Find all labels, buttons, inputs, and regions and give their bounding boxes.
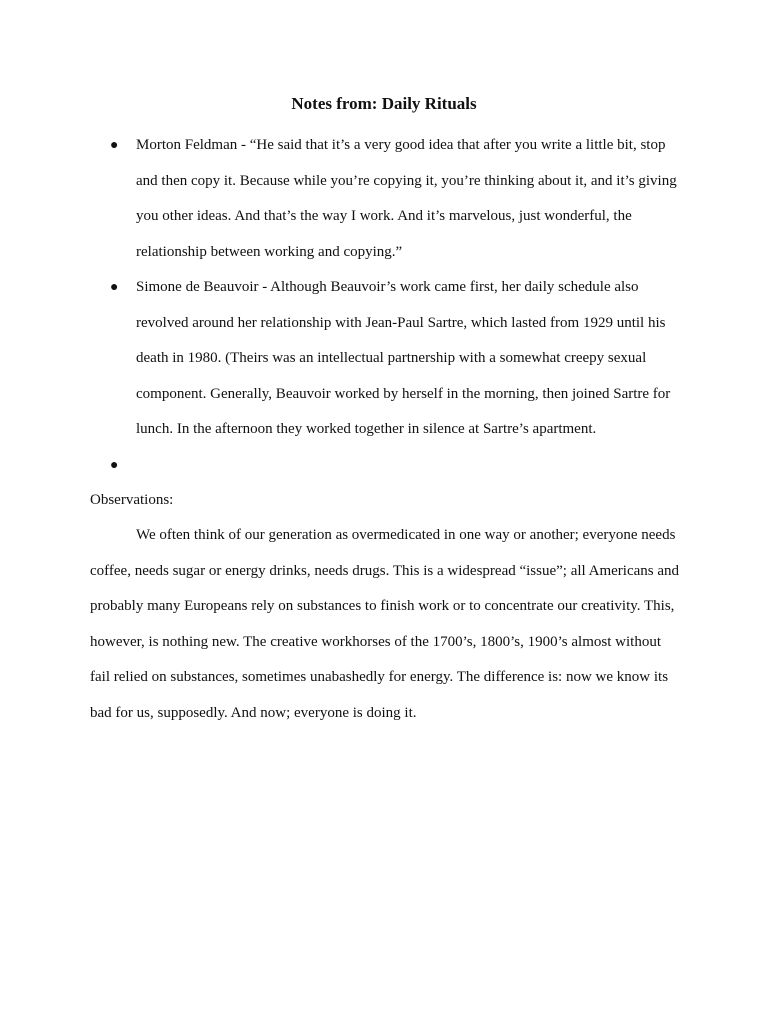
notes-bullet-list <box>0 128 768 483</box>
bullet-icon: ● <box>110 138 119 153</box>
page-title: Notes from: Daily Rituals <box>291 94 477 113</box>
list-item <box>0 128 768 270</box>
list-item <box>0 448 768 484</box>
bullet-text-feldman: Morton Feldman - “He said that it’s a very good idea that after you write a little bit, stop and then copy it. Because while you’re copying it, you’re thinking about it, and it’s giving you other ideas. And that’s the way I work. And it’s marvelous, just wonderful, the relationship between working and copying.” <box>136 137 677 260</box>
bullet-icon: ● <box>110 280 119 295</box>
bullet-text-beauvoir: Simone de Beauvoir - Although Beauvoir’s work came first, her daily schedule also revolved around her relationship with Jean-Paul Sartre, which lasted from 1929 until his death in 1980. (Theirs was an intellectual partnership with a somewhat creepy sexual component. Generally, Beauvoir worked by herself in the morning, then joined Sartre for lunch. In the afternoon they worked together in silence at Sartre’s apartment. <box>136 279 671 437</box>
observations-paragraph: We often think of our generation as overmedicated in one way or another; everyone needs coffee, needs sugar or energy drinks, needs drugs. This is a widespread “issue”; all Americans and probably many Europeans rely on substances to finish work or to concentrate our creativity. This, however, is nothing new. The creative workhorses of the 1700’s, 1800’s, 1900’s almost without fail relied on substances, sometimes unabashedly for energy. The difference is: now we know its bad for us, supposedly. And now; everyone is doing it. <box>90 527 679 721</box>
observations-heading: Observations: <box>90 492 174 508</box>
bullet-icon: ● <box>110 457 119 473</box>
list-item <box>0 270 768 448</box>
